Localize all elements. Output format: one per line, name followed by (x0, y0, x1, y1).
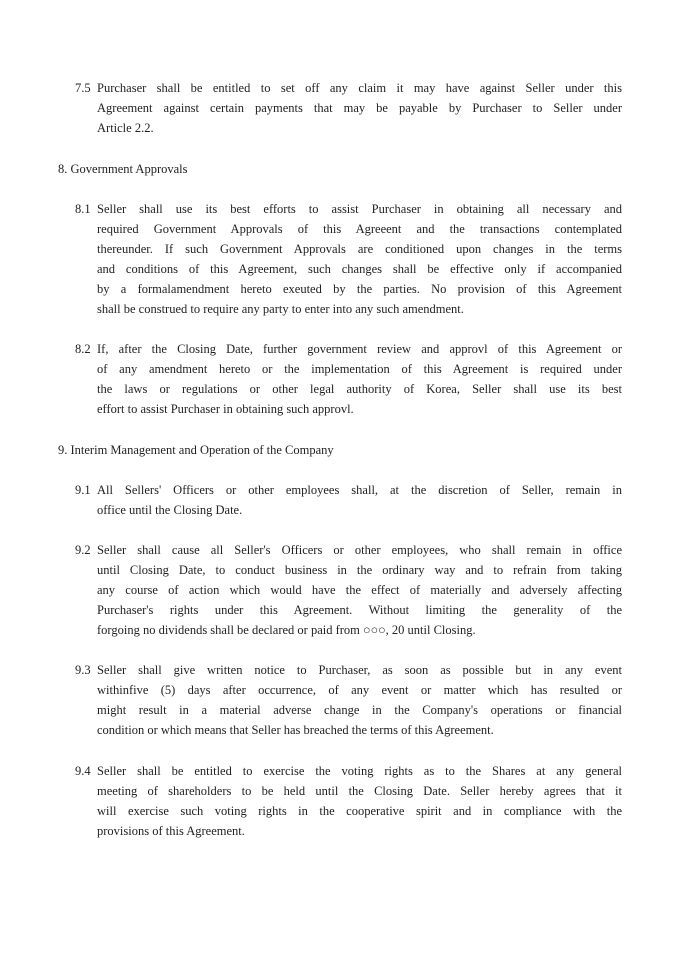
clause-text-line: until Closing Date, to conduct business in the ordinary way and to refrain from taking (97, 563, 622, 577)
clause-paragraph (75, 480, 622, 520)
clause-text-line: any course of action which would have the effect of materially and adversely affecting (97, 583, 622, 597)
clause-text-line: shall be construed to require any party to enter into any such amendment. (97, 302, 464, 316)
clause-text-line: effort to assist Purchaser in obtaining such approvl. (97, 402, 354, 416)
clause-text-line: by a formalamendment hereto exeuted by the parties. No provision of this Agreement (97, 282, 622, 296)
clause-text-line: meeting of shareholders to be held until the Closing Date. Seller hereby agrees that it (97, 784, 622, 798)
clause-number: 9.1 (75, 483, 91, 497)
clause-paragraph (75, 761, 622, 841)
clause-text-line: All Sellers' Officers or other employees shall, at the discretion of Seller, remain in (97, 483, 622, 497)
clause-text-line: Seller shall give written notice to Purchaser, as soon as possible but in any event (97, 663, 622, 677)
clause-text-line: withinfive (5) days after occurrence, of any event or matter which has resulted or (97, 683, 622, 697)
clause-paragraph (75, 199, 622, 319)
clause-text-line: Seller shall be entitled to exercise the voting rights as to the Shares at any general (97, 764, 622, 778)
clause-text-line: condition or which means that Seller has breached the terms of this Agreement. (97, 723, 494, 737)
clause-text-line: thereunder. If such Government Approvals are conditioned upon changes in the terms (97, 242, 622, 256)
clause-text-line: If, after the Closing Date, further government review and approvl of this Agreement or (97, 342, 622, 356)
clause-text-line: will exercise such voting rights in the cooperative spirit and in compliance with the (97, 804, 622, 818)
clause-text-line: office until the Closing Date. (97, 503, 243, 517)
clause-number: 9.2 (75, 543, 91, 557)
clause-number: 8.1 (75, 202, 91, 216)
clause-number: 8.2 (75, 342, 91, 356)
clause-text-line: provisions of this Agreement. (97, 824, 245, 838)
clause-text-line: and conditions of this Agreement, such changes shall be effective only if accompanied (97, 262, 622, 276)
clause-text-line: the laws or regulations or other legal authority of Korea, Seller shall use its best (97, 382, 622, 396)
clause-number: 9.3 (75, 663, 91, 677)
clause-number: 7.5 (75, 81, 91, 95)
section-heading: 9. Interim Management and Operation of the Company (58, 443, 334, 457)
clause-paragraph (75, 660, 622, 740)
clause-number: 9.4 (75, 764, 91, 778)
clause-text-line: Purchaser's rights under this Agreement. Without limiting the generality of the (97, 603, 622, 617)
clause-paragraph (75, 78, 622, 138)
clause-text-line: Agreement against certain payments that may be payable by Purchaser to Seller under (97, 101, 622, 115)
clause-text-line: required Government Approvals of this Agreeent and the transactions contemplated (97, 222, 622, 236)
clause-paragraph (75, 540, 622, 640)
clause-text-line: Purchaser shall be entitled to set off any claim it may have against Seller under this (97, 81, 622, 95)
section-heading: 8. Government Approvals (58, 162, 188, 176)
clause-text-line: might result in a material adverse change in the Company's operations or financial (97, 703, 622, 717)
clause-text-line: Seller shall cause all Seller's Officers or other employees, who shall remain in office (97, 543, 622, 557)
clause-text-line: forgoing no dividends shall be declared or paid from ○○○, 20 until Closing. (97, 623, 476, 637)
clause-text-line: Seller shall use its best efforts to assist Purchaser in obtaining all necessary and (97, 202, 622, 216)
clause-text-line: Article 2.2. (97, 121, 154, 135)
clause-paragraph (75, 339, 622, 419)
clause-text-line: of any amendment hereto or the implementation of this Agreement is required under (97, 362, 622, 376)
